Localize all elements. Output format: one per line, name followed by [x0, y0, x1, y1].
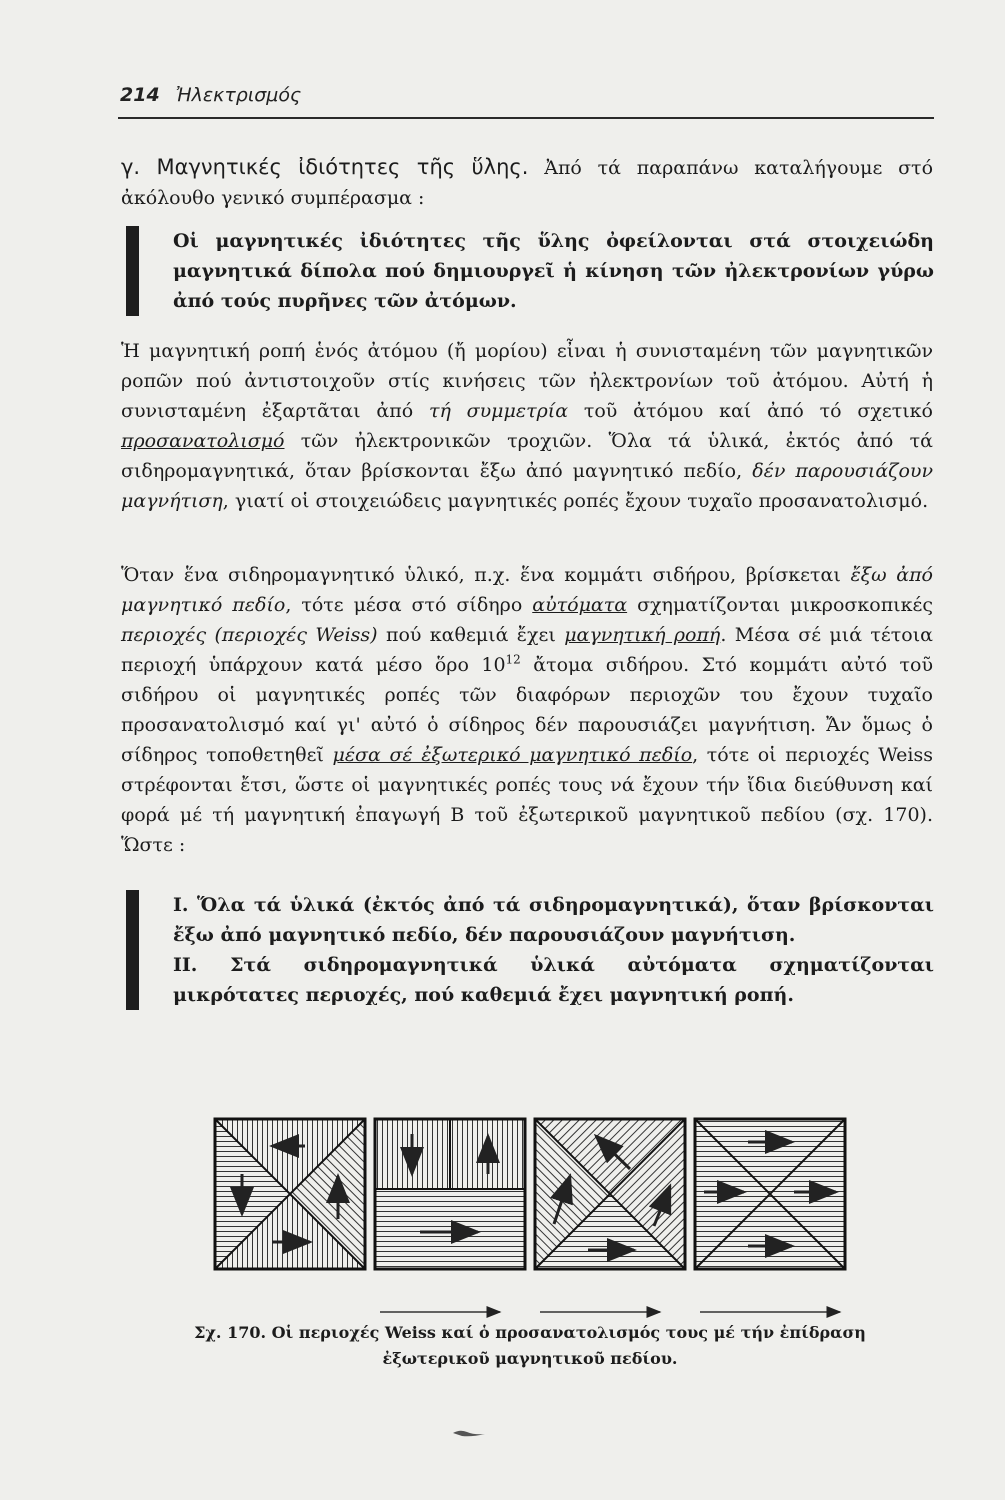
para1-text-e: τῶν ἠλεκτρονικῶν τροχιῶν. Ὅλα τά ὑλικά, ἐκτός ἀπό τά σιδηρομαγνητικά, ὅταν βρίσκονται ἔξω ἀπό μαγνητικό πεδίο,: [121, 430, 933, 482]
section-heading: γ. Μαγνητικές ἰδιότητες τῆς ὕλης.: [121, 155, 529, 179]
para1-italic-b: τή συμμετρία: [428, 400, 569, 422]
para2-text-j: ἄτομα σιδήρου. Στό κομμάτι αὐτό τοῦ σιδήρου οἱ μαγνητικές ροπές τῶν διαφόρων περιοχῶν του ἔχουν τυχαῖο προσανατολισμό καί γι' αὐτό ὁ σίδηρος δέν παρουσιάζει μαγνήτιση. Ἄν ὅμως ὁ σίδηρος τοποθετηθεῖ: [121, 654, 933, 766]
caption-line-2: ἐξωτερικοῦ μαγνητικοῦ πεδίου.: [382, 1349, 678, 1368]
ink-smudge: [452, 1428, 486, 1438]
para2-exponent: 12: [505, 652, 521, 667]
para2-italic-f: περιοχές (περιοχές Weiss): [121, 624, 378, 646]
figure-caption: [170, 1320, 890, 1372]
para2-italic-d: αὐτόματα: [532, 594, 628, 616]
para2-text-i: . Μέσα σέ μιά τέτοια περιοχή ὑπάρχουν κατά μέσο ὅρο 10: [121, 624, 934, 676]
running-title: Ἠλεκτρισμός: [175, 84, 302, 106]
para1-italic-d: προσανατολισμό: [121, 430, 285, 452]
para2-text-a: Ὅταν ἕνα σιδηρομαγνητικό ὑλικό, π.χ. ἕνα κομμάτι σιδήρου, βρίσκεται: [121, 564, 851, 586]
para2-italic-k: μέσα σέ ἐξωτερικό μαγνητικό πεδίο: [332, 744, 693, 766]
para1-text-a: Ἡ μαγνητική ροπή ἑνός ἀτόμου (ἤ μορίου) εἶναι ἡ συνισταμένη τῶν μαγνητικῶν ροπῶν πού ἀντιστοιχοῦν στίς κινήσεις τῶν ἠλεκτρονίων τοῦ ἀτόμου. Αὐτή ἡ συνισταμένη ἐξαρτᾶται ἀπό: [121, 340, 933, 422]
para2-text-c: , τότε μέσα στό σίδηρο: [285, 594, 533, 616]
section-intro-text: Ἀπό τά παραπάνω καταλήγουμε στό ἀκόλουθο γενικό συμπέρασμα :: [121, 157, 934, 209]
header-rule: [118, 117, 934, 119]
running-header: [120, 84, 932, 106]
figure-panel-2: [375, 1119, 525, 1269]
para2-text-e: σχηματίζονται μικροσκοπικές: [627, 594, 933, 616]
para2-text-g: πού καθεμιά ἔχει: [377, 624, 565, 646]
paragraph-2: [121, 560, 933, 860]
page-number: 214: [120, 84, 160, 106]
para2-italic-h: μαγνητική ροπή: [564, 624, 721, 646]
summary-item-1: Ι. Ὅλα τά ὑλικά (ἐκτός ἀπό τά σιδηρομαγνητικά), ὅταν βρίσκονται ἔξω ἀπό μαγνητικό πεδίο, δέν παρουσιάζουν μαγνήτιση.: [173, 894, 934, 946]
para2-italic-b: ἔξω ἀπό μαγνητικό πεδίο: [121, 564, 933, 616]
figure-panel-4: [695, 1119, 845, 1269]
summary-box-1-text: Οἱ μαγνητικές ἰδιότητες τῆς ὕλης ὀφείλονται στά στοιχειώδη μαγνητικά δίπολα πού δημιουργεῖ ἡ κίνηση τῶν ἠλεκτρονίων γύρω ἀπό τούς πυρῆνες τῶν ἀτόμων.: [173, 230, 934, 312]
figure-panel-1: [215, 1119, 365, 1269]
paragraph-1: [121, 336, 933, 516]
para1-italic-f: δέν παρουσιάζουν μαγνήτιση: [121, 460, 933, 512]
para1-text-g: , γιατί οἱ στοιχειώδεις μαγνητικές ροπές ἔχουν τυχαῖο προσανατολισμό.: [222, 490, 929, 512]
caption-line-1: Σχ. 170. Οἱ περιοχές Weiss καί ὁ προσανατολισμός τους μέ τήν ἐπίδραση: [194, 1323, 866, 1342]
summary-item-2: ΙΙ. Στά σιδηρομαγνητικά ὑλικά αὐτόματα σχηματίζονται μικρότατες περιοχές, πού καθεμιά ἔχει μαγνητική ροπή.: [173, 954, 934, 1006]
figure-panel-3: [535, 1119, 685, 1269]
weiss-domains-figure: [210, 1114, 850, 1324]
para2-text-l: , τότε οἱ περιοχές Weiss στρέφονται ἔτσι, ὥστε οἱ μαγνητικές ροπές τους νά ἔχουν τήν ἴδια διεύθυνση καί φορά μέ τή μαγνητική ἐπαγωγή B τοῦ ἐξωτερικοῦ μαγνητικοῦ πεδίου (σχ. 170). Ὥστε :: [121, 744, 933, 856]
summary-box-1: [126, 226, 934, 316]
section-intro: [121, 152, 933, 213]
para1-text-c: τοῦ ἀτόμου καί ἀπό τό σχετικό: [568, 400, 933, 422]
summary-box-2: [126, 890, 934, 1010]
